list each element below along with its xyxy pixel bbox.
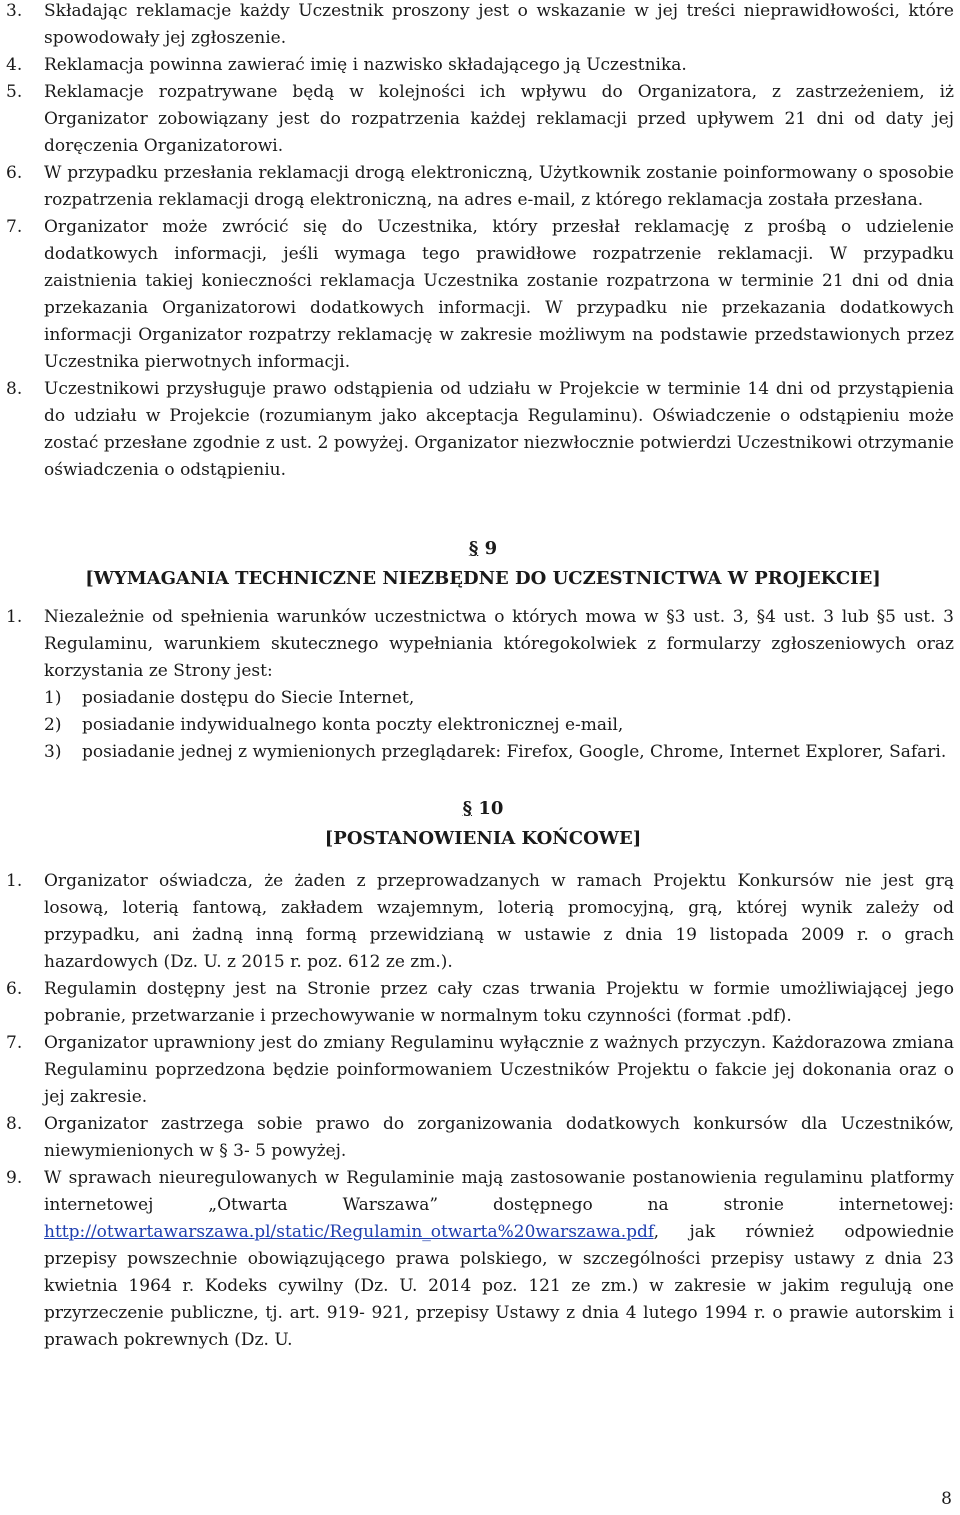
section-title: [POSTANOWIENIA KOŃCOWE] (324, 828, 642, 849)
sublist-item (6, 685, 960, 712)
item-number: 5. (6, 82, 23, 102)
list-item (6, 604, 960, 685)
item-number: 9. (6, 1168, 23, 1188)
document-body (6, 0, 960, 1354)
item-number: 1. (6, 871, 23, 891)
item-text: Organizator może zwrócić się do Uczestnika, który przesłał reklamację z prośbą o udzielenie dodatkowych informacji, jeśli wymaga tego prawidłowe rozpatrzenie reklamacji. W przypadku zaistnienia takiej konieczności reklamacja Uczestnika zostanie rozpatrzona w terminie 21 dni od dnia przekazania Organizatorowi dodatkowych informacji. W przypadku nie przekazania dodatkowych informacji Organizator rozpatrzy reklamację w zakresie możliwym na podstawie przedstawionych przez Uczestnika pierwotnych informacji. (44, 217, 954, 372)
page-number: 8 (941, 1489, 952, 1509)
list-item (6, 214, 960, 376)
item-text: Organizator uprawniony jest do zmiany Regulaminu wyłącznie z ważnych przyczyn. Każdorazowa zmiana Regulaminu poprzedzona będzie poinformowaniem Uczestników Projektu o fakcie jej dokonania oraz o jej zakresie. (44, 1033, 954, 1107)
item-text-after-link: , jak również odpowiednie przepisy powszechnie obowiązującego prawa polskiego, w szczególności przepisy ustawy z dnia 23 kwietnia 1964 r. Kodeks cywilny (Dz. U. 2014 poz. 121 ze zm.) w zakresie w jakim regulują one przyrzeczenie publiczne, tj. art. 919- 921, przepisy Ustawy z dnia 4 lutego 1994 r. o prawie autorskim i prawach pokrewnych (Dz. U. (44, 1222, 954, 1350)
sublist-item (6, 739, 960, 766)
item-text: Reklamacje rozpatrywane będą w kolejności ich wpływu do Organizatora, z zastrzeżeniem, iż Organizator zobowiązany jest do rozpatrzenia każdej reklamacji przed upływem 21 dni od daty jej doręczenia Organizatorowi. (44, 82, 954, 156)
subitem-text: posiadanie dostępu do Siecie Internet, (82, 688, 415, 708)
section-title: [WYMAGANIA TECHNICZNE NIEZBĘDNE DO UCZESTNICTWA W PROJEKCIE] (85, 568, 881, 589)
section-number-value: 10 (478, 798, 504, 819)
item-number: 6. (6, 163, 23, 183)
requirements-sublist (6, 685, 960, 766)
subitem-text: posiadanie jednej z wymienionych przeglądarek: Firefox, Google, Chrome, Internet Explorer, Safari. (82, 742, 947, 762)
section-symbol: § (462, 798, 473, 819)
subitem-number: 1) (44, 688, 62, 708)
list-item (6, 868, 960, 976)
subitem-number: 2) (44, 715, 62, 735)
item-number: 3. (6, 1, 23, 21)
item-number: 7. (6, 217, 23, 237)
list-item (6, 0, 960, 52)
item-text: Niezależnie od spełnienia warunków uczestnictwa o których mowa w §3 ust. 3, §4 ust. 3 lub §5 ust. 3 Regulaminu, warunkiem skutecznego wypełniania któregokolwiek z formularzy zgłoszeniowych oraz korzystania ze Strony jest: (44, 607, 954, 681)
item-number: 4. (6, 55, 23, 75)
list-item (6, 376, 960, 484)
section-symbol: § (468, 538, 479, 559)
item-number: 8. (6, 1114, 23, 1134)
item-number: 8. (6, 379, 23, 399)
item-text: Reklamacja powinna zawierać imię i nazwisko składającego ją Uczestnika. (44, 55, 687, 75)
section-10-heading (6, 794, 960, 854)
item-text: Uczestnikowi przysługuje prawo odstąpienia od udziału w Projekcie w terminie 14 dni od przystąpienia do udziału w Projekcie (rozumianym jako akceptacja Regulaminu). Oświadczenie o odstąpieniu może zostać przesłane zgodnie z ust. 2 powyżej. Organizator niezwłocznie potwierdzi Uczestnikowi otrzymanie oświadczenia o odstąpieniu. (44, 379, 954, 480)
list-item (6, 52, 960, 79)
list-item (6, 1030, 960, 1111)
list-item (6, 79, 960, 160)
item-text: Składając reklamacje każdy Uczestnik proszony jest o wskazanie w jej treści nieprawidłowości, które spowodowały jej zgłoszenie. (44, 1, 954, 48)
item-number: 6. (6, 979, 23, 999)
item-text: W przypadku przesłania reklamacji drogą elektroniczną, Użytkownik zostanie poinformowany o sposobie rozpatrzenia reklamacji drogą elektroniczną, na adres e-mail, z którego reklamacja została przesłana. (44, 163, 954, 210)
technical-requirements-list (6, 604, 960, 766)
item-text: Organizator zastrzega sobie prawo do zorganizowania dodatkowych konkursów dla Uczestników, niewymienionych w § 3- 5 powyżej. (44, 1114, 954, 1161)
item-text: Regulamin dostępny jest na Stronie przez cały czas trwania Projektu w formie umożliwiającej jego pobranie, przetwarzanie i przechowywanie w normalnym toku czynności (format .pdf). (44, 979, 954, 1026)
subitem-number: 3) (44, 742, 62, 762)
complaints-list (6, 0, 960, 484)
section-number (6, 794, 960, 824)
section-9-heading (6, 534, 960, 594)
list-item (6, 976, 960, 1030)
list-item (6, 160, 960, 214)
list-item (6, 1165, 960, 1354)
item-number: 7. (6, 1033, 23, 1053)
sublist-item (6, 712, 960, 739)
section-number (6, 534, 960, 564)
item-number: 1. (6, 607, 23, 627)
item-text: Organizator oświadcza, że żaden z przeprowadzanych w ramach Projektu Konkursów nie jest grą losową, loterią fantową, zakładem wzajemnym, loterią promocyjną, grą, której wynik zależy od przypadku, ani żadną inną formą przewidzianą w ustawie z dnia 19 listopada 2009 r. o grach hazardowych (Dz. U. z 2015 r. poz. 612 ze zm.). (44, 871, 954, 972)
section-number-value: 9 (484, 538, 498, 559)
item-text-before-link: W sprawach nieuregulowanych w Regulaminie mają zastosowanie postanowienia regulaminu platformy internetowej „Otwarta Warszawa” dostępnego na stronie internetowej: (44, 1168, 954, 1215)
subitem-text: posiadanie indywidualnego konta poczty elektronicznej e-mail, (82, 715, 624, 735)
regulamin-link[interactable]: http://otwartawarszawa.pl/static/Regulamin_otwarta%20warszawa.pdf (44, 1222, 654, 1242)
final-provisions-list (6, 868, 960, 1354)
list-item (6, 1111, 960, 1165)
